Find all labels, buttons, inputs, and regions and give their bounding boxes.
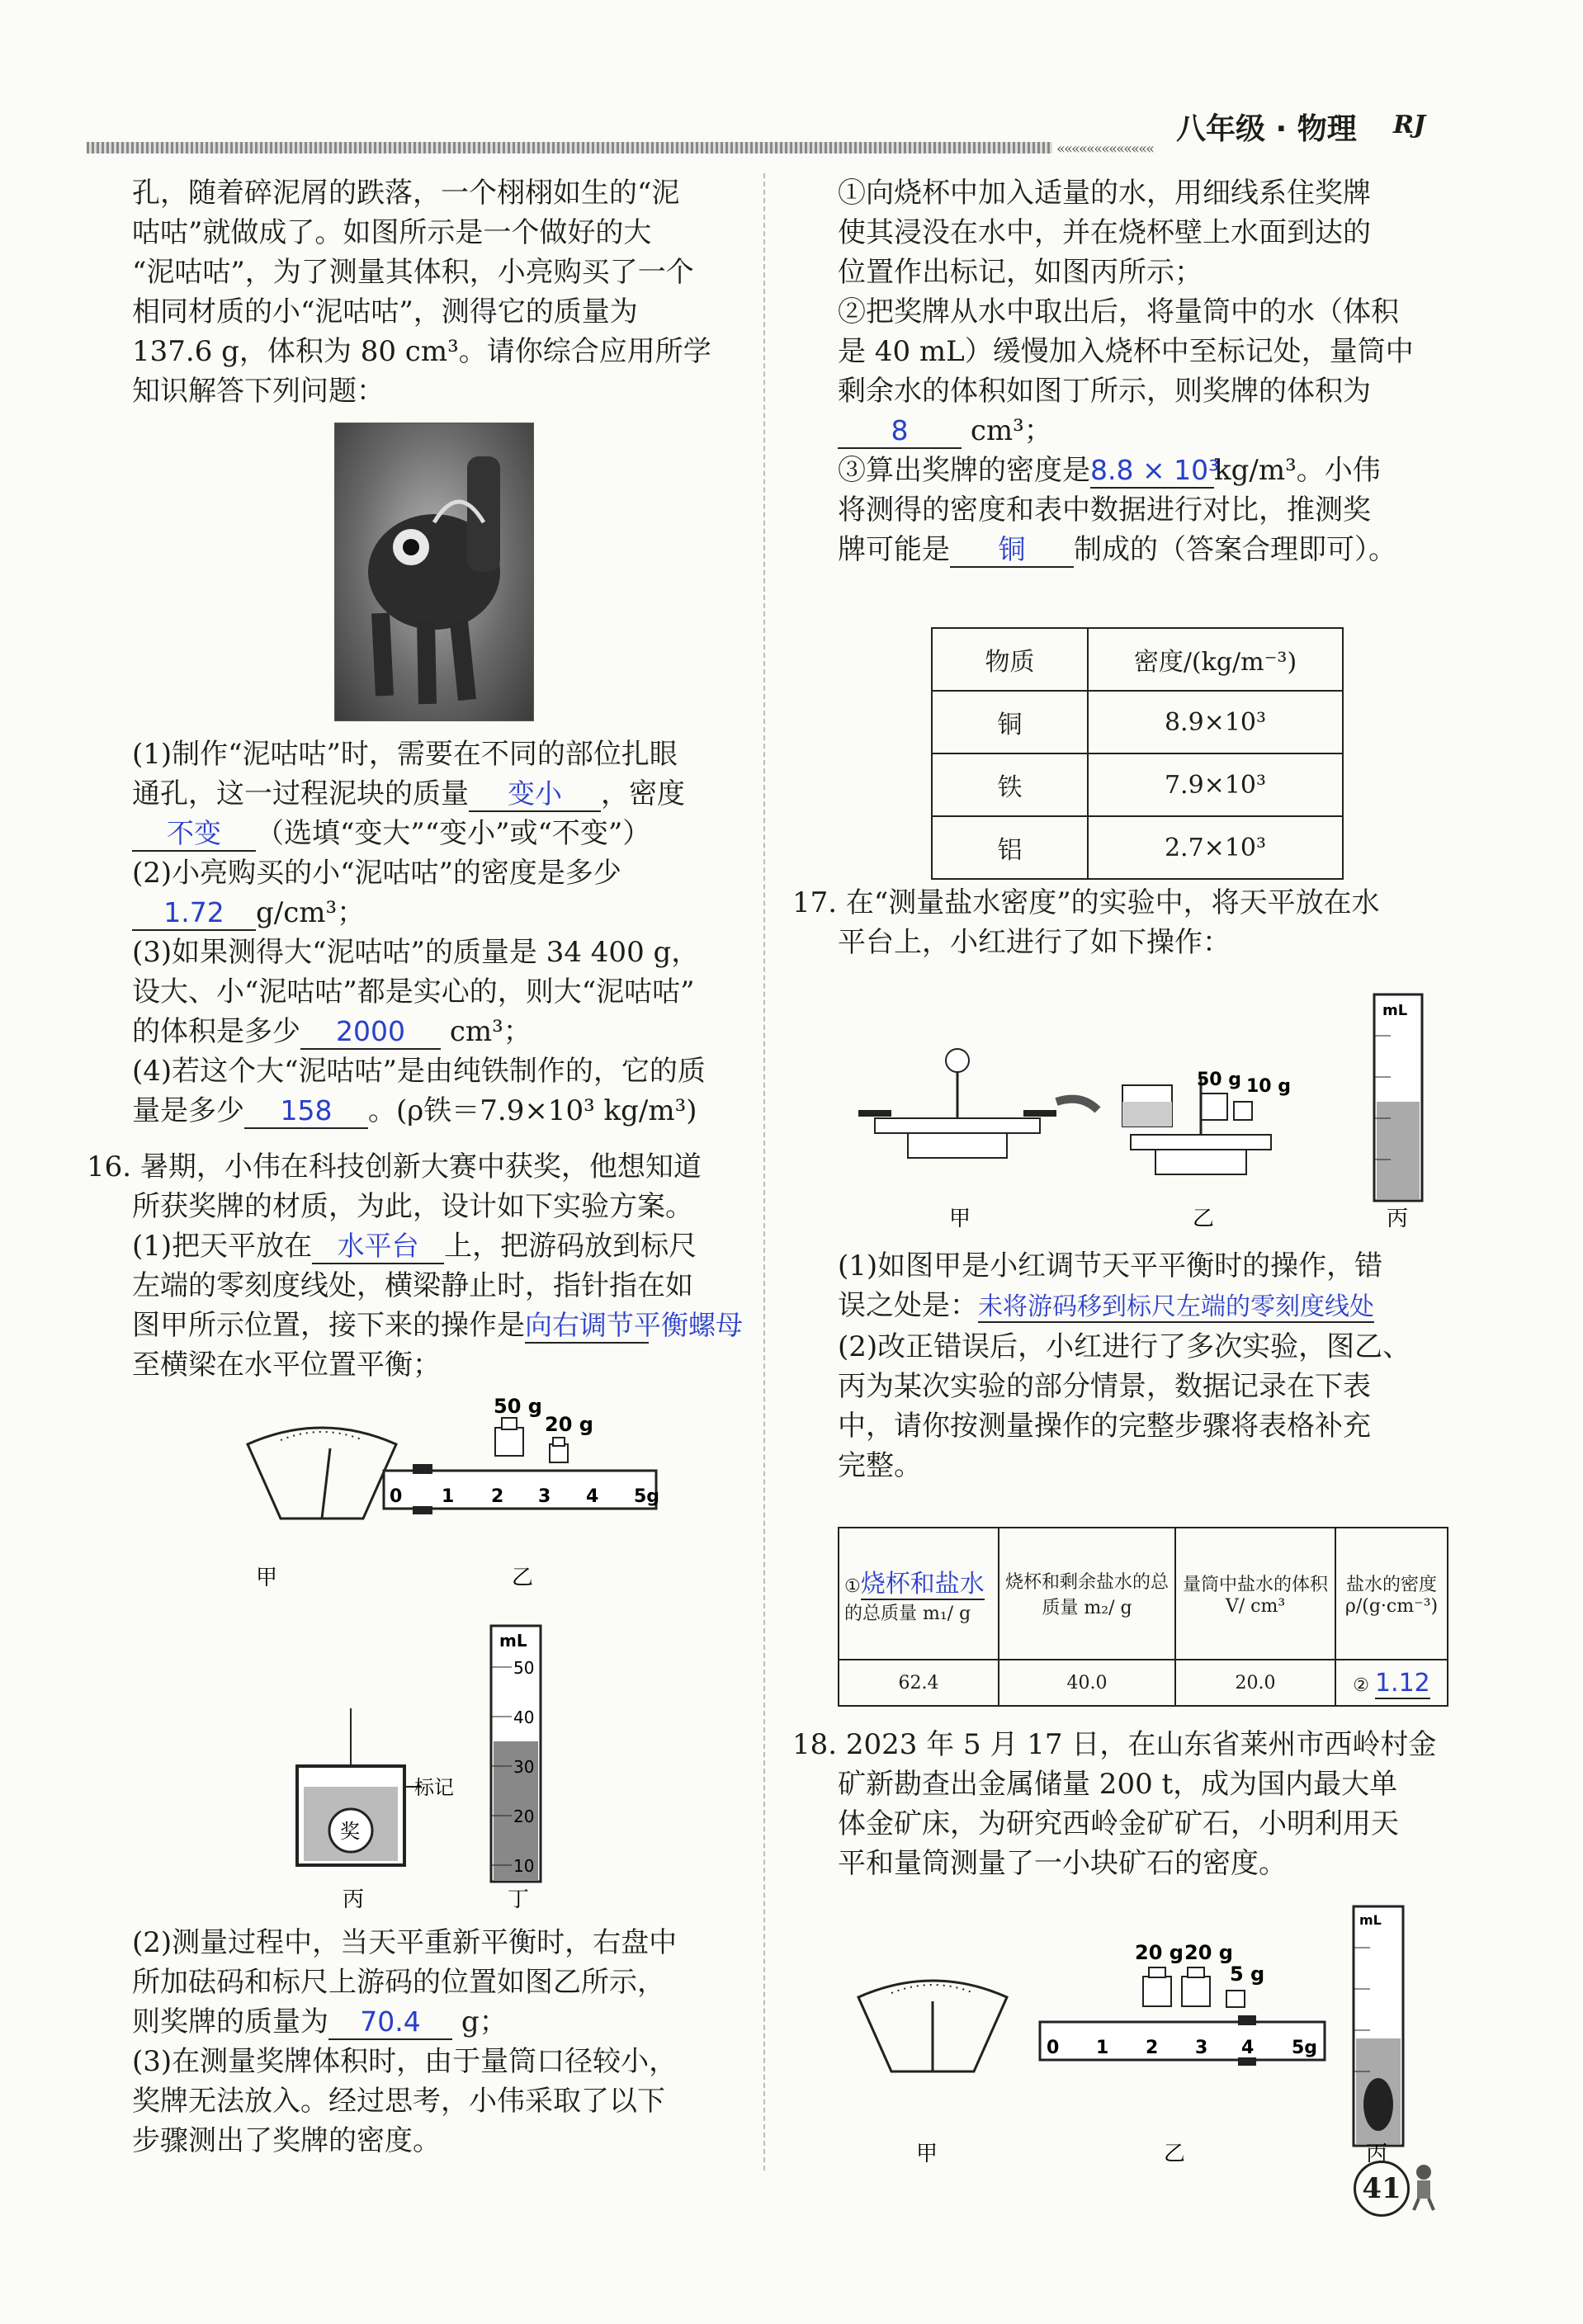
q3-unit: cm³； <box>449 1015 532 1048</box>
svg-text:5g: 5g <box>634 1486 660 1507</box>
svg-text:0: 0 <box>390 1486 403 1507</box>
p18-label-20g-b: 20 g <box>1184 1941 1233 1964</box>
q2-line-1: (2)小亮购买的小“泥咕咕”的密度是多少 <box>132 857 621 890</box>
p16-steps-2-3 <box>132 1923 743 2161</box>
p16-s2-text-a: 则奖牌的质量为 <box>132 2005 328 2038</box>
intro-line-2: 咕咕”就做成了。如图所示是一个做好的大 <box>132 216 652 249</box>
r-line-9: 将测得的密度和表中数据进行对比，推测奖 <box>838 494 1371 527</box>
svg-text:0: 0 <box>1047 2038 1060 2058</box>
svg-text:10: 10 <box>513 1856 535 1876</box>
page-number: 41 <box>1362 2172 1401 2205</box>
p17-caption-jia: 甲 <box>949 1207 971 1231</box>
r-text-b: kg/m³。小伟 <box>1214 454 1381 487</box>
header-1-suffix: 的总质量 m₁/ g <box>844 1603 971 1624</box>
r-line-2: 使其浸没在水中，并在烧杯壁上水面到达的 <box>838 216 1371 249</box>
q3-answer[interactable]: 2000 <box>300 1015 441 1050</box>
caption-ding: 丁 <box>508 1887 530 1912</box>
unit-ml: mL <box>499 1631 527 1651</box>
q3-text-a: 的体积是多少 <box>132 1015 300 1048</box>
p18-cylinder <box>1354 1906 1403 2146</box>
density-header-substance: 物质 <box>932 628 1088 691</box>
svg-text:2: 2 <box>1146 2038 1159 2058</box>
p17-caption-bing: 丙 <box>1387 1207 1409 1231</box>
scale-ruler <box>384 1464 659 1514</box>
p16-s1-answer[interactable]: 水平台 <box>312 1230 444 1264</box>
p17-q1-line-2 <box>838 1286 1490 1327</box>
r-line-7 <box>838 411 1465 451</box>
p16-s1-answer-2[interactable]: 向右调节平衡螺母 <box>525 1309 649 1344</box>
q1-line-1: (1)制作“泥咕咕”时，需要在不同的部位扎眼 <box>132 738 678 771</box>
p18-unit-ml: mL <box>1359 1912 1382 1928</box>
density-cell: 7.9×10³ <box>1088 753 1343 816</box>
q3-line-3 <box>132 1012 743 1051</box>
p17-label-10g: 10 g <box>1246 1076 1292 1097</box>
density-cell: 8.9×10³ <box>1088 691 1343 753</box>
p16-figure-bing-ding <box>289 1601 594 1915</box>
density-cell: 2.7×10³ <box>1088 816 1343 879</box>
caption-bing: 丙 <box>343 1887 365 1912</box>
p16-s2-line-3 <box>132 2002 743 2042</box>
svg-text:30: 30 <box>513 1757 535 1777</box>
mascot-icon <box>1407 2162 1440 2212</box>
header-chevrons: ««««««««««««« <box>1056 140 1154 155</box>
substance-cell: 铁 <box>932 753 1088 816</box>
r-line-8 <box>838 451 1465 490</box>
medal-label: 奖 <box>340 1820 360 1843</box>
p17-line-2: 平台上，小红进行了如下操作： <box>838 926 1231 959</box>
p16-s2-line-1: (2)测量过程中，当天平重新平衡时，右盘中 <box>132 1926 678 1959</box>
saltwater-table <box>838 1527 1448 1707</box>
caption-yi: 乙 <box>512 1566 534 1590</box>
p18-scale-ruler <box>1040 2015 1325 2066</box>
r-line-10 <box>838 530 1465 569</box>
p18-label-5g: 5 g <box>1230 1963 1265 1986</box>
saltwater-value-3: 20.0 <box>1175 1660 1335 1706</box>
svg-text:50: 50 <box>513 1658 535 1678</box>
label-20g: 20 g <box>545 1413 593 1436</box>
r-line-1: ①向烧杯中加入适量的水，用细线系住奖牌 <box>838 177 1371 210</box>
r-answer-volume[interactable]: 8 <box>838 414 962 449</box>
p16-s3-line-1: (3)在测量奖牌体积时，由于量筒口径较小， <box>132 2045 678 2078</box>
density-table-header <box>932 628 1343 691</box>
substance-cell: 铜 <box>932 691 1088 753</box>
q2-line-2 <box>132 893 743 933</box>
svg-text:5g: 5g <box>1292 2038 1318 2058</box>
p18-caption-bing: 丙 <box>1366 2142 1388 2166</box>
p18-line-4: 平和量筒测量了一小块矿石的密度。 <box>838 1847 1287 1880</box>
pointer-dial <box>248 1428 396 1519</box>
q1-answer-mass[interactable]: 变小 <box>469 777 601 812</box>
p18-caption-jia: 甲 <box>916 2142 938 2166</box>
svg-text:4: 4 <box>586 1486 599 1507</box>
table-row <box>839 1660 1448 1706</box>
q2-answer[interactable]: 1.72 <box>132 896 256 931</box>
problem-18 <box>792 1725 1469 1883</box>
header-1-answer[interactable]: 烧杯和盐水 <box>860 1569 985 1599</box>
p16-s3-line-3: 步骤测出了奖牌的密度。 <box>132 2124 441 2157</box>
svg-text:40: 40 <box>513 1708 535 1727</box>
density-header-density: 密度/(kg/m⁻³) <box>1088 628 1343 691</box>
clay-figure-shape <box>335 423 533 720</box>
saltwater-density-answer[interactable]: 1.12 <box>1374 1668 1430 1698</box>
q4-text-b: 。(ρ铁＝7.9×10³ kg/m³) <box>368 1094 697 1127</box>
q1-line-2 <box>132 774 743 814</box>
p18-caption-yi: 乙 <box>1164 2142 1186 2166</box>
p16-s1-text-b: 上，把游码放到标尺 <box>444 1230 697 1263</box>
p17-q2-line-2: 丙为某次实验的部分情景，数据记录在下表 <box>838 1370 1371 1403</box>
value-4-prefix: ② <box>1353 1675 1369 1696</box>
left-column <box>132 173 743 411</box>
r-text-a: ③算出奖牌的密度是 <box>838 454 1090 487</box>
p17-line-1: 17. 在“测量盐水密度”的实验中，将天平放在水 <box>792 886 1380 919</box>
problem-17 <box>792 883 1469 962</box>
p17-label-50g: 50 g <box>1197 1070 1242 1090</box>
label-50g: 50 g <box>494 1395 542 1418</box>
r-answer-density[interactable]: 8.8 × 10³ <box>1090 454 1214 489</box>
substance-cell: 铝 <box>932 816 1088 879</box>
p17-questions <box>838 1246 1490 1486</box>
r-text-d: 制成的（答案合理即可）。 <box>1074 533 1396 566</box>
problem-16 <box>87 1147 747 1385</box>
svg-text:20: 20 <box>513 1807 535 1826</box>
r-line-4: ②把奖牌从水中取出后，将量筒中的水（体积 <box>838 295 1399 328</box>
p16-s2-line-2: 所加砝码和标尺上游码的位置如图乙所示， <box>132 1966 665 1999</box>
header-1-prefix: ① <box>844 1575 861 1597</box>
table-row <box>932 691 1343 753</box>
p17-q2-line-3: 中，请你按测量操作的完整步骤将表格补充 <box>838 1410 1371 1443</box>
table-row <box>932 816 1343 879</box>
cylinder-ding <box>491 1626 541 1882</box>
q1-answer-density[interactable]: 不变 <box>132 817 256 852</box>
p18-line-2: 矿新勘查出金属储量 200 t，成为国内最大单 <box>838 1768 1398 1801</box>
r-unit: cm³； <box>970 414 1052 447</box>
density-table <box>931 627 1344 880</box>
p17-q2-line-4: 完整。 <box>838 1449 922 1482</box>
p16-step1-line-4: 至横梁在水平位置平衡； <box>132 1349 441 1382</box>
saltwater-header-4: 盐水的密度ρ/(g·cm⁻³) <box>1335 1528 1448 1660</box>
svg-text:4: 4 <box>1241 2038 1255 2058</box>
p16-s1-text-c: 图甲所示位置，接下来的操作是 <box>132 1309 525 1342</box>
svg-text:3: 3 <box>1195 2038 1208 2058</box>
p17-q1-line-1: (1)如图甲是小红调节天平平衡时的操作，错 <box>838 1249 1383 1282</box>
p18-pointer-dial <box>858 1981 1007 2071</box>
p18-figure <box>850 1898 1461 2170</box>
p16-line-2: 所获奖牌的材质，为此，设计如下实验方案。 <box>132 1190 693 1223</box>
mark-label: 标记 <box>414 1776 454 1799</box>
p16-step1-line-3 <box>87 1306 747 1345</box>
intro-line-1: 孔，随着碎泥屑的跌落，一个栩栩如生的“泥 <box>132 177 680 210</box>
p17-q2-line-1: (2)改正错误后，小红进行了多次实验，图乙、 <box>838 1330 1411 1363</box>
saltwater-value-4 <box>1335 1660 1448 1706</box>
svg-text:3: 3 <box>538 1486 551 1507</box>
q3-line-1: (3)如果测得大“泥咕咕”的质量是 34 400 g， <box>132 936 700 969</box>
r-answer-material[interactable]: 铜 <box>950 533 1074 568</box>
saltwater-header-row <box>839 1528 1448 1660</box>
saltwater-value-2: 40.0 <box>999 1660 1175 1706</box>
right-column-top <box>838 173 1465 569</box>
saltwater-header-1 <box>839 1528 999 1660</box>
q1-text-c: （选填“变大”“变小”或“不变”） <box>256 817 651 850</box>
p17-figure <box>858 978 1453 1234</box>
svg-text:2: 2 <box>491 1486 504 1507</box>
header-title: 八年级 · 物理 <box>1176 112 1357 146</box>
svg-text:1: 1 <box>442 1486 455 1507</box>
left-questions-15 <box>132 735 743 1131</box>
caption-jia: 甲 <box>256 1566 278 1590</box>
q4-text-a: 量是多少 <box>132 1094 244 1127</box>
p16-s1-text-a: (1)把天平放在 <box>132 1230 313 1263</box>
q3-line-2: 设大、小“泥咕咕”都是实心的，则大“泥咕咕” <box>132 975 695 1008</box>
r-line-5: 是 40 mL）缓慢加入烧杯中至标记处，量筒中 <box>838 335 1414 368</box>
intro-line-3: “泥咕咕”，为了测量其体积，小亮购买了一个 <box>132 256 694 289</box>
q1-line-3 <box>132 814 743 853</box>
p18-line-1: 18. 2023 年 5 月 17 日，在山东省莱州市西岭村金 <box>792 1728 1437 1761</box>
intro-line-4: 相同材质的小“泥咕咕”，测得它的质量为 <box>132 295 638 328</box>
q4-line-2 <box>132 1091 743 1131</box>
saltwater-header-3: 量筒中盐水的体积 V/ cm³ <box>1175 1528 1335 1660</box>
p16-step1-line-1 <box>87 1226 747 1266</box>
r-text-c: 牌可能是 <box>838 533 950 566</box>
r-line-6: 剩余水的体积如图丁所示，则奖牌的体积为 <box>838 375 1371 408</box>
table-row <box>932 753 1343 816</box>
header-edition: RJ <box>1393 111 1426 139</box>
saltwater-header-2: 烧杯和剩余盐水的总质量 m₂/ g <box>999 1528 1175 1660</box>
column-divider <box>763 173 765 2170</box>
q1-text-a: 通孔，这一过程泥块的质量 <box>132 777 469 810</box>
q4-line-1: (4)若这个大“泥咕咕”是由纯铁制作的，它的质 <box>132 1055 706 1088</box>
page-number-badge <box>1354 2161 1410 2217</box>
q2-unit: g/cm³； <box>256 896 366 929</box>
q4-answer[interactable]: 158 <box>244 1094 368 1129</box>
clay-figure-photo <box>334 423 534 721</box>
p16-step1-line-2: 左端的零刻度线处，横梁静止时，指针指在如 <box>132 1269 693 1302</box>
p16-figure-jia-yi <box>231 1378 660 1593</box>
svg-text:1: 1 <box>1096 2038 1109 2058</box>
p17-caption-yi: 乙 <box>1193 1207 1215 1231</box>
p16-s3-line-2: 奖牌无法放入。经过思考，小伟采取了以下 <box>132 2085 665 2118</box>
intro-line-6: 知识解答下列问题： <box>132 375 385 408</box>
p18-line-3: 体金矿床，为研究西岭金矿矿石，小明利用天 <box>838 1807 1399 1840</box>
p16-s2-answer[interactable]: 70.4 <box>328 2005 452 2040</box>
intro-line-5: 137.6 g，体积为 80 cm³。请你综合应用所学 <box>132 335 711 368</box>
p16-s2-text-b: g； <box>461 2005 508 2038</box>
r-line-3: 位置作出标记，如图丙所示； <box>838 256 1203 289</box>
header-rule <box>87 142 1052 154</box>
balance-jia <box>858 1049 1098 1158</box>
saltwater-value-1: 62.4 <box>839 1660 999 1706</box>
p17-q1-answer[interactable]: 未将游码移到标尺左端的零刻度线处 <box>978 1292 1374 1321</box>
p18-label-20g-a: 20 g <box>1135 1941 1184 1964</box>
p17-q1-text: 误之处是： <box>838 1289 978 1322</box>
q1-text-b: ，密度 <box>601 777 685 810</box>
cylinder-bing <box>1374 994 1422 1201</box>
p16-line-1: 16. 暑期，小伟在科技创新大赛中获奖，他想知道 <box>87 1150 702 1183</box>
p17-unit-ml: mL <box>1382 1002 1408 1019</box>
